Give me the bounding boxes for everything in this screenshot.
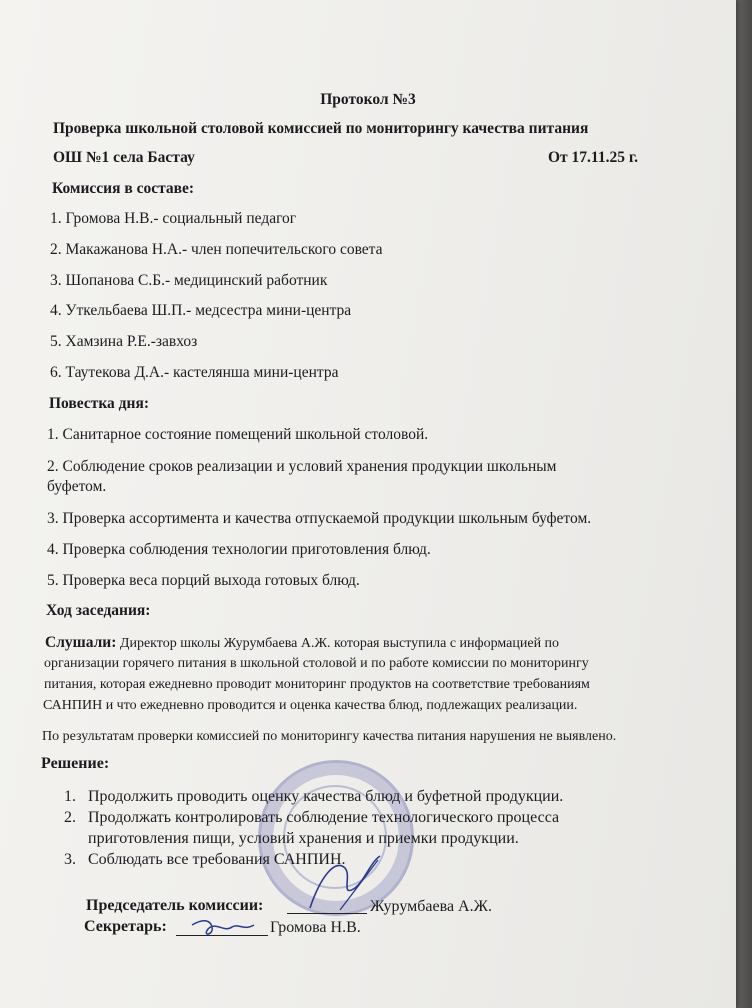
meeting-heading: Ход заседания: bbox=[46, 602, 151, 619]
decision-text: Соблюдать все требования САНПИН. bbox=[88, 851, 346, 868]
agenda-item-continuation: буфетом. bbox=[47, 478, 107, 495]
member-item: 5. Хамзина Р.Е.-завхоз bbox=[50, 333, 198, 350]
agenda-item: 5. Проверка веса порций выхода готовых блюд. bbox=[47, 572, 360, 589]
document-title: Протокол №3 bbox=[320, 91, 416, 108]
decision-text: приготовления пищи, условий хранения и приемки продукции. bbox=[88, 830, 519, 847]
secretary-handwritten-signature bbox=[188, 915, 258, 941]
listened-text: САНПИН и что ежедневно проводится и оценка качества блюд, подлежащих реализации. bbox=[43, 698, 578, 713]
member-item: 6. Таутекова Д.А.- кастелянша мини-центра bbox=[50, 364, 339, 381]
member-item: 3. Шопанова С.Б.- медицинский работник bbox=[50, 272, 328, 289]
school-name: ОШ №1 села Бастау bbox=[53, 149, 195, 166]
listened-paragraph bbox=[45, 633, 559, 653]
listened-text: Директор школы Журумбаева А.Ж. которая выступила с информацией по bbox=[116, 636, 560, 651]
document-date: От 17.11.25 г. bbox=[548, 149, 638, 166]
decision-text: Продолжить проводить оценку качества блюд и буфетной продукции. bbox=[88, 788, 564, 805]
decision-number: 2. bbox=[64, 809, 76, 826]
member-item: 2. Макажанова Н.А.- член попечительского совета bbox=[50, 241, 383, 258]
document-subtitle: Проверка школьной столовой комиссией по мониторингу качества питания bbox=[53, 120, 589, 137]
agenda-heading: Повестка дня: bbox=[49, 395, 149, 412]
chair-label: Председатель комиссии: bbox=[86, 897, 264, 914]
result-text: По результатам проверки комиссией по мониторингу качества питания нарушения не выявлено. bbox=[42, 729, 617, 744]
agenda-item: 3. Проверка ассортимента и качества отпускаемой продукции школьным буфетом. bbox=[47, 510, 592, 527]
agenda-item: 2. Соблюдение сроков реализации и условий хранения продукции школьным bbox=[47, 458, 557, 475]
decision-number: 3. bbox=[64, 851, 76, 868]
chair-name: Журумбаева А.Ж. bbox=[370, 898, 492, 915]
member-item: 1. Громова Н.В.- социальный педагог bbox=[50, 210, 297, 227]
listened-text: организации горячего питания в школьной столовой и по работе комиссии по мониторингу bbox=[44, 656, 589, 671]
decision-number: 1. bbox=[64, 788, 76, 805]
member-item: 4. Уткельбаева Ш.П.- медсестра мини-центра bbox=[50, 302, 352, 319]
listened-label: Слушали: bbox=[45, 634, 117, 651]
decision-text: Продолжать контролировать соблюдение технологического процесса bbox=[88, 809, 560, 826]
chair-handwritten-signature bbox=[300, 848, 390, 918]
secretary-label: Секретарь: bbox=[84, 918, 167, 935]
agenda-item: 1. Санитарное состояние помещений школьной столовой. bbox=[47, 426, 429, 443]
secretary-name: Громова Н.В. bbox=[270, 919, 361, 936]
listened-text: питания, которая ежедневно проводит мониторинг продуктов на соответствие требованиям bbox=[44, 677, 590, 692]
commission-heading: Комиссия в составе: bbox=[52, 180, 195, 197]
agenda-item: 4. Проверка соблюдения технологии приготовления блюд. bbox=[47, 541, 431, 558]
decision-heading: Решение: bbox=[41, 755, 110, 772]
